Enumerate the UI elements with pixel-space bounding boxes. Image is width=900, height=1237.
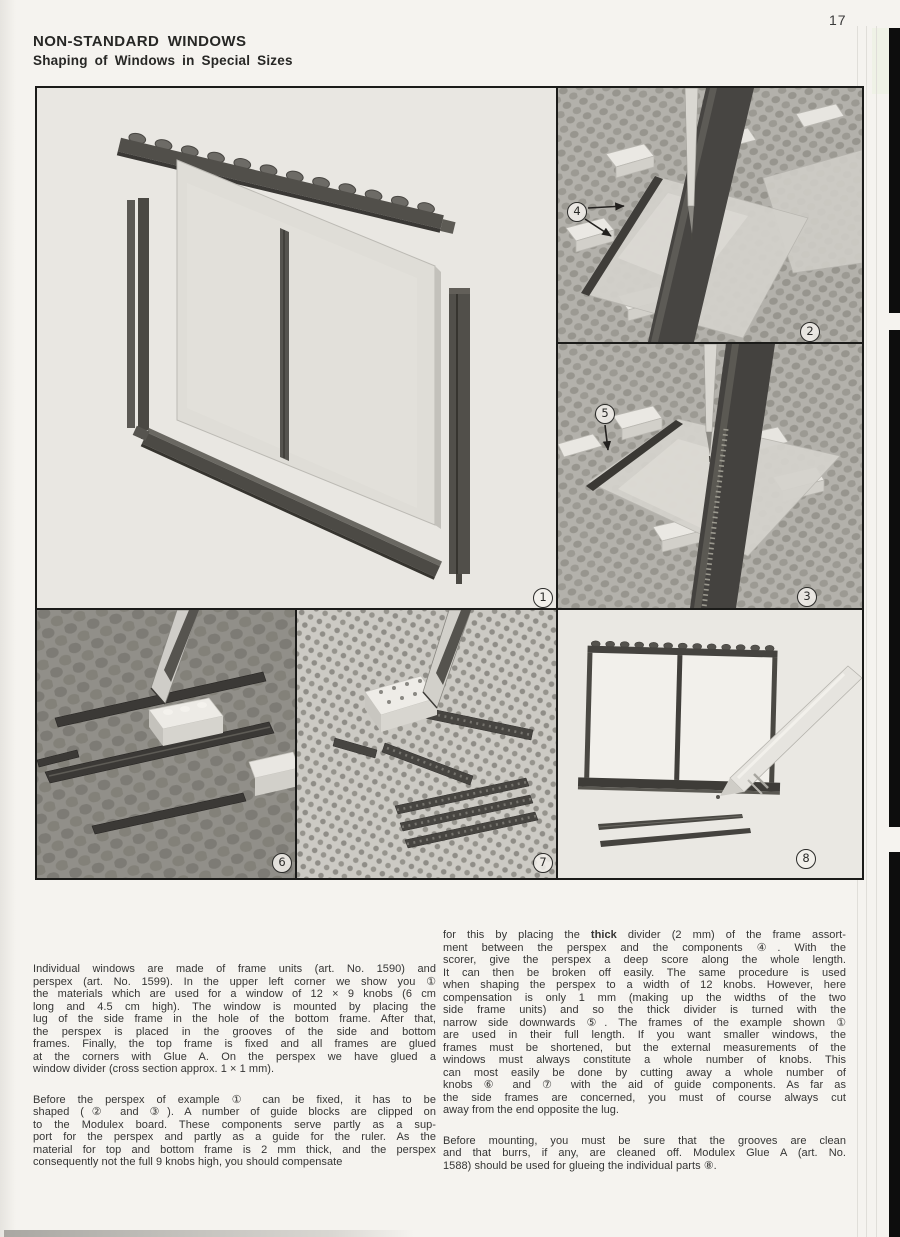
article-left-column (33, 963, 436, 1187)
callout-arrows (35, 86, 864, 880)
page-left-edge-shading (0, 0, 16, 1237)
page-subtitle: Shaping of Windows in Special Sizes (33, 53, 293, 68)
photo-marker-6: 6 (272, 853, 292, 873)
page-stack-edge (876, 26, 877, 1237)
scan-tint (872, 28, 889, 94)
registration-mark (889, 330, 900, 827)
photo-marker-1: 1 (533, 588, 553, 608)
photo-marker-8: 8 (796, 849, 816, 869)
paragraph: Before mounting, you must be sure that the grooves are clean and that burrs, if any, are cleaned off. Modulex Glue A (art. No. 1588) should be used for glueing the individual parts ⑧. (443, 1134, 846, 1172)
page-stack-edge (866, 26, 867, 1237)
photo-marker-3: 3 (797, 587, 817, 607)
article-right-column (443, 929, 846, 1190)
photo-marker-2: 2 (800, 322, 820, 342)
paragraph: Before the perspex of example ① can be fixed, it has to be shaped (② and ③). A number of guide blocks are clipped on to the Modulex board. These components serve partly as a sup- port for the perspex and partly as a guide for the ruler. As the material for top and bottom frame is 2 mm thick, and the perspex consequently not the full 9 knobs high, you should compensate (33, 1093, 436, 1168)
photo-marker-7: 7 (533, 853, 553, 873)
paragraph: for this by placing the thick divider (2 mm) of the frame assort- ment between the perspex and the components ④. With the scorer, give the perspex a deep score along the whole length. It can then be broken off easily. The same procedure is used when shaping the perspex to a width of 12 knobs. However, here compensation is only 1 mm (making up the widths of the two side frame units) and so the thick divider is turned with the narrow side downwards ⑤. The frames of the example shown ① are used in their full length. If you want smaller windows, the frames must be shortened, but the external measurements of the windows must always constitute a whole number of knobs. This can most easily be done by cutting away a whole number of knobs ⑥ and ⑦ with the aid of guide components. As far as the side frames are concerned, you must of course always cut away from the end opposite the lug. (443, 929, 846, 1116)
page-number: 17 (829, 12, 847, 28)
page-bottom-edge-shading (4, 1230, 414, 1237)
callout-marker-5: 5 (595, 404, 615, 424)
callout-marker-4: 4 (567, 202, 587, 222)
page-header (33, 33, 293, 68)
registration-mark (889, 852, 900, 1237)
registration-mark (889, 28, 900, 313)
paragraph: Individual windows are made of frame units (art. No. 1590) and perspex (art. No. 1599). In the upper left corner we show you ① the materials which are used for a window of 12 × 9 knobs (6 cm long and 4.5 cm high). The window is mounted by placing the lug of the side frame in the hole of the bottom frame. After that, the perspex is placed in the grooves of the side and bottom frames. Finally, the top frame is fixed and all frames are glued at the corners with Glue A. On the perspex we have glued a window divider (cross section approx. 1 × 1 mm). (33, 963, 436, 1075)
page-title: NON-STANDARD WINDOWS (33, 33, 247, 50)
